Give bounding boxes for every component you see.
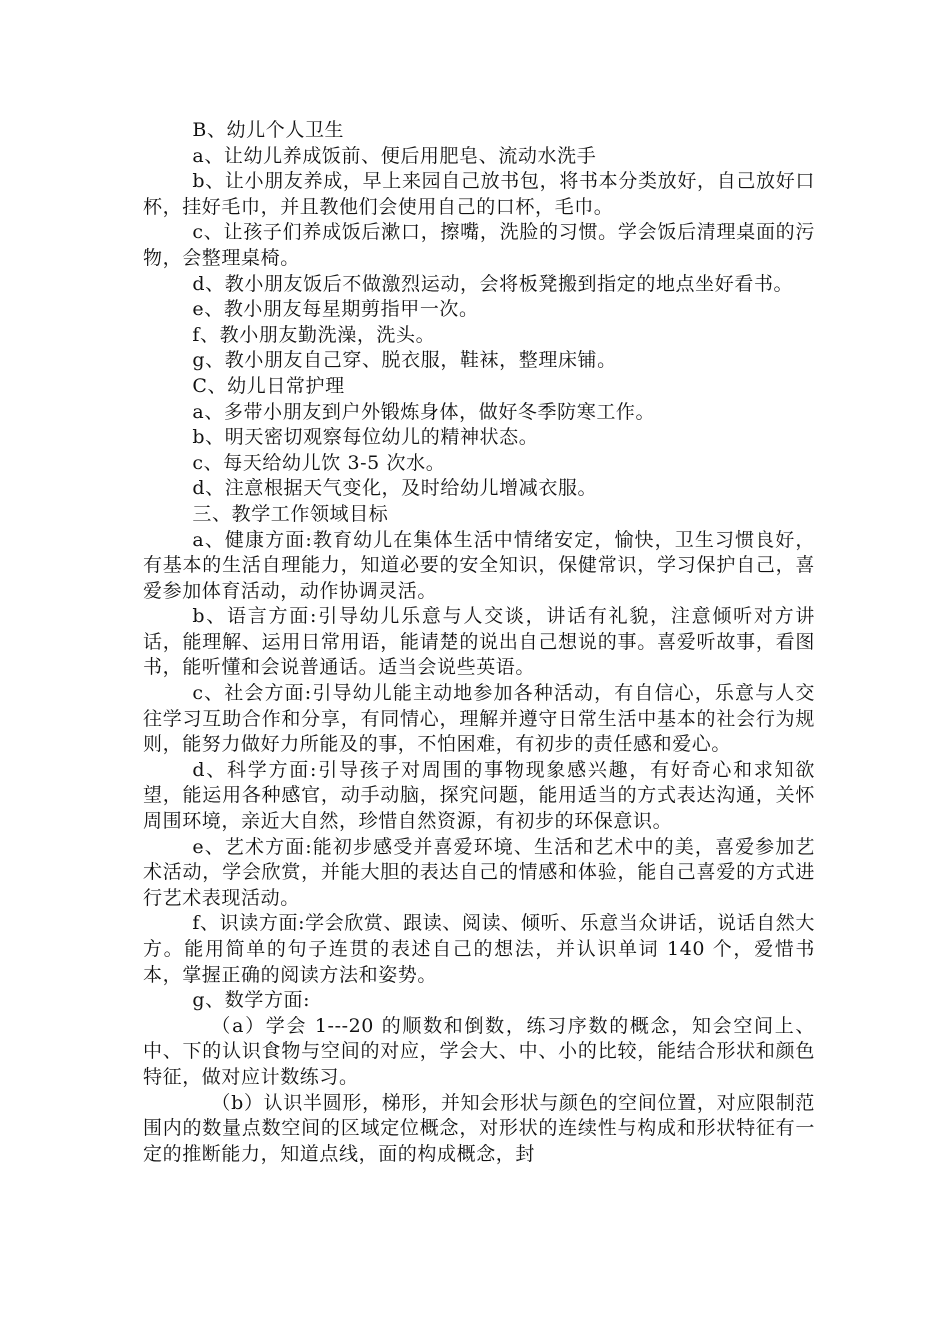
paragraph: a、让幼儿养成饭前、便后用肥皂、流动水洗手	[192, 144, 597, 167]
paragraph: e、艺术方面:能初步感受并喜爱环境、生活和艺术中的美，喜爱参加艺术活动，学会欣赏，并能大胆的表达自己的情感和体验，能自己喜爱的方式进行艺术表现活动。	[143, 835, 815, 909]
paragraph: c、社会方面:引导幼儿能主动地参加各种活动，有自信心，乐意与人交往学习互助合作和分享，有同情心，理解并遵守日常生活中基本的社会行为规则，能努力做好力所能及的事，不怕困难，有初步的责任感和爱心。	[143, 682, 815, 756]
paragraph: d、教小朋友饭后不做激烈运动，会将板凳搬到指定的地点坐好看书。	[192, 272, 794, 295]
paragraph: c、让孩子们养成饭后漱口，擦嘴，洗脸的习惯。学会饭后清理桌面的污物，会整理桌椅。	[143, 221, 815, 269]
section-heading-daily-care: C、幼儿日常护理	[192, 374, 345, 397]
paragraph: （a）学会 1---20 的顺数和倒数，练习序数的概念，知会空间上、中、下的认识食物与空间的对应，学会大、中、小的比较，能结合形状和颜色特征，做对应计数练习。	[143, 1014, 815, 1088]
paragraph: d、科学方面:引导孩子对周围的事物现象感兴趣，有好奇心和求知欲望，能运用各种感官，动手动脑，探究问题，能用适当的方式表达沟通，关怀周围环境，亲近大自然，珍惜自然资源，有初步的环保意识。	[143, 758, 815, 833]
section-heading-hygiene: B、幼儿个人卫生	[192, 119, 345, 141]
paragraph: a、健康方面:教育幼儿在集体生活中情绪安定，愉快，卫生习惯良好，有基本的生活自理能力，知道必要的安全知识，保健常识，学习保护自己，喜爱参加体育活动，动作协调灵活。	[143, 528, 815, 602]
paragraph: a、多带小朋友到户外锻炼身体，做好冬季防寒工作。	[192, 400, 656, 423]
paragraph: f、识读方面:学会欣赏、跟读、阅读、倾听、乐意当众讲话，说话自然大方。能用简单的句子连贯的表述自己的想法，并认识单词 140 个，爱惜书本，掌握正确的阅读方法和姿势。	[143, 912, 815, 986]
paragraph: b、明天密切观察每位幼儿的精神状态。	[192, 426, 539, 449]
section-heading-teaching-goals: 三、教学工作领域目标	[192, 502, 389, 525]
paragraph: g、数学方面:	[192, 989, 311, 1012]
paragraph: c、每天给幼儿饮 3-5 次水。	[192, 451, 446, 474]
paragraph: b、让小朋友养成，早上来园自己放书包，将书本分类放好，自己放好口杯，挂好毛巾，并且教他们会使用自己的口杯，毛巾。	[143, 170, 815, 218]
paragraph: f、教小朋友勤洗澡，洗头。	[192, 323, 436, 346]
document-body	[143, 118, 815, 1167]
paragraph: e、教小朋友每星期剪指甲一次。	[192, 298, 479, 321]
paragraph: （b）认识半圆形，梯形，并知会形状与颜色的空间位置，对应限制范围内的数量点数空间的区域定位概念，对形状的连续性与构成和形状特征有一定的推断能力，知道点线，面的构成概念，封	[143, 1091, 815, 1165]
paragraph: g、教小朋友自己穿、脱衣服，鞋袜，整理床铺。	[192, 349, 617, 372]
paragraph: d、注意根据天气变化，及时给幼儿增减衣服。	[192, 477, 598, 500]
paragraph: b、语言方面:引导幼儿乐意与人交谈，讲话有礼貌，注意倾听对方讲话，能理解、运用日常用语，能请楚的说出自己想说的事。喜爱听故事，看图书，能听懂和会说普通话。适当会说些英语。	[143, 605, 815, 679]
